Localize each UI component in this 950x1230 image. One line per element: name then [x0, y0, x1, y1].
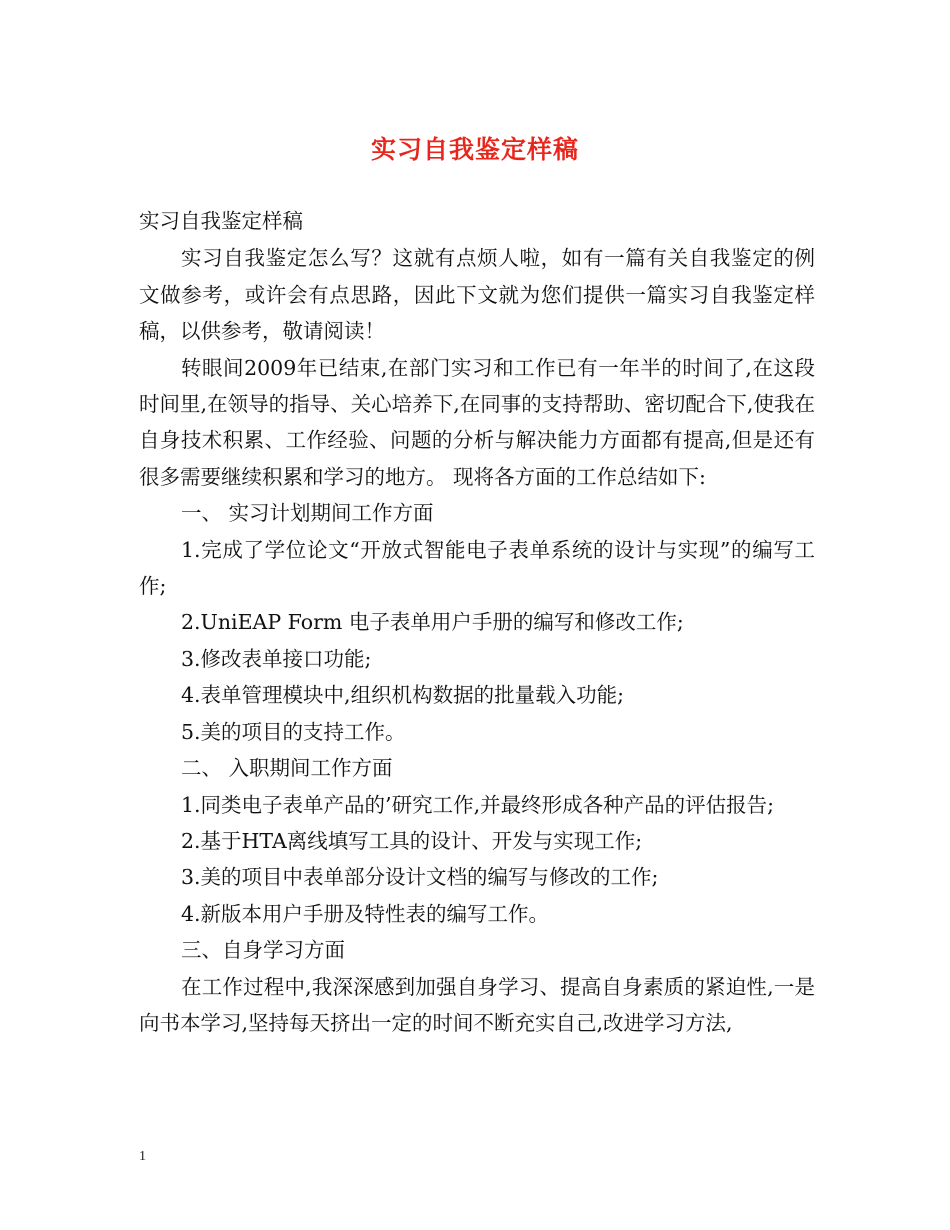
list-item: 5.美的项目的支持工作。 — [181, 719, 406, 744]
subtitle-line: 实习自我鉴定样稿 — [139, 209, 303, 233]
list-item: 1.同类电子表单产品的’研究工作,并最终形成各种产品的评估报告; — [181, 792, 774, 817]
document-body — [139, 203, 815, 1041]
paragraph-summary: 转眼间2009年已结束,在部门实习和工作已有一年半的时间了,在这段时间里,在领导的指导、关心培养下,在同事的支持帮助、密切配合下,使我在自身技术积累、工作经验、问题的分析与解决能力方面都有提高,但是还有很多需要继续积累和学习的地方。 现将各方面的工作总结如下: — [139, 355, 815, 489]
list-item: 3.修改表单接口功能; — [181, 646, 372, 671]
list-item: 4.新版本用户手册及特性表的编写工作。 — [181, 901, 550, 926]
list-item: 2.UniEAP Form 电子表单用户手册的编写和修改工作; — [181, 610, 684, 635]
section-heading-2: 二、 入职期间工作方面 — [181, 756, 393, 781]
document-title: 实习自我鉴定样稿 — [370, 135, 579, 164]
list-item: 4.表单管理模块中,组织机构数据的批量载入功能; — [181, 683, 624, 708]
paragraph-self-study: 在工作过程中,我深深感到加强自身学习、提高自身素质的紧迫性,一是向书本学习,坚持每天挤出一定的时间不断充实自己,改进学习方法, — [139, 974, 815, 1035]
section-heading-1: 一、 实习计划期间工作方面 — [181, 501, 434, 526]
list-item: 3.美的项目中表单部分设计文档的编写与修改的工作; — [181, 865, 659, 890]
list-item: 1.完成了学位论文“开放式智能电子表单系统的设计与实现”的编写工作; — [139, 537, 815, 599]
list-item: 2.基于HTA离线填写工具的设计、开发与实现工作; — [181, 828, 643, 853]
page-number: 1 — [139, 1149, 146, 1164]
section-heading-3: 三、自身学习方面 — [181, 938, 345, 963]
paragraph-intro: 实习自我鉴定怎么写？这就有点烦人啦，如有一篇有关自我鉴定的例文做参考，或许会有点思路，因此下文就为您们提供一篇实习自我鉴定样稿，以供参考，敬请阅读！ — [139, 246, 815, 344]
